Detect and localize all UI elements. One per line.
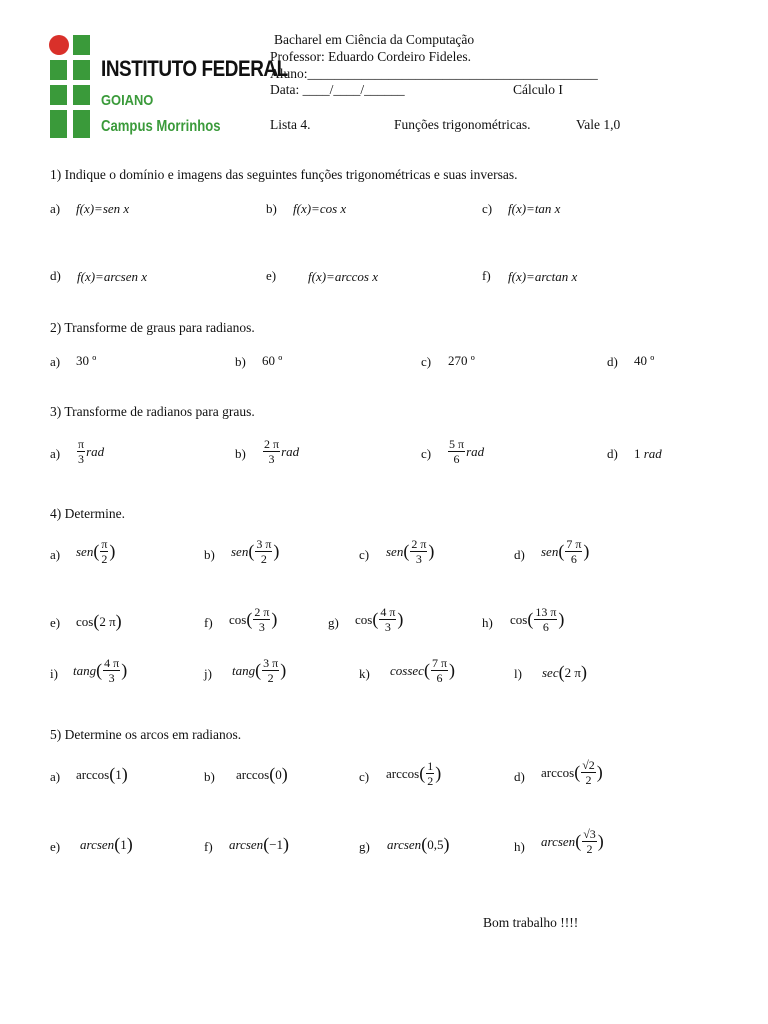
q4-expr-b: sen ( $\frac{3 \pi}{2}$ ) [231,537,280,566]
q5-expr-e: arcsen ( 1 ) [80,834,133,854]
q4-expr-d: sen ( $\frac{7 \pi}{6}$ ) [541,537,590,566]
q4-expr-j: tang ( $\frac{3 \pi}{2}$ ) [232,656,287,685]
date-field: Data: ____/____/______ [270,82,405,97]
unit: rad [466,443,485,459]
function-name: cos [76,613,94,629]
fraction [255,538,272,565]
q4-label-g: g) [328,615,339,630]
q1-expr-b: f(x)=cos x [293,201,347,216]
discipline-name: Cálculo I [513,82,563,97]
q4-expr-g: cos ( $\frac{4 \pi}{3}$ ) [355,605,404,634]
denominator: 6 [453,452,460,466]
q4-expr-h: cos ( $\frac{13 \pi}{6}$ ) [510,605,565,634]
q2-label-d: d) [607,354,618,369]
numerator: 2 π [411,537,427,551]
question-3-title: 3) Transforme de radianos para graus. [50,404,255,419]
argument: −1 [269,836,284,852]
function-name: arccos [386,765,420,781]
q4-label-b: b) [204,547,215,562]
q1-label-f: f) [482,268,491,283]
argument: 2 π [99,613,116,629]
q4-expr-l: sec ( 2 π ) [542,662,587,682]
q4-label-a: a) [50,547,61,562]
q4-label-h: h) [482,615,493,630]
q5-label-c: c) [359,769,370,784]
denominator: 3 [384,620,391,634]
q1-expr-e: f(x)=arccos x [308,269,379,284]
denominator: 2 [586,842,593,856]
logo-title: INSTITUTO FEDERAL [101,56,288,81]
q1-label-d: d) [50,268,61,283]
list-topic: Funções trigonométricas. [394,117,531,132]
q4-label-e: e) [50,615,61,630]
argument: 0 [275,766,282,782]
denominator: 2 [101,552,108,566]
student-name-field: Aluno:___________________________________________ [270,66,598,81]
q3-label-b: b) [235,446,246,461]
numerator: 3 π [256,537,272,551]
question-4-title: 4) Determine. [50,506,125,521]
q2-expr-a: 30 º [76,353,97,368]
fraction [565,538,582,565]
q5-label-e: e) [50,839,61,854]
fraction [253,606,270,633]
numerator: 13 π [535,605,557,619]
numerator: 2 π [264,437,280,451]
function-name: arcsen [387,836,422,852]
function-name: arcsen [80,836,115,852]
question-1-title: 1) Indique o domínio e imagens das seguintes funções trigonométricas e suas inversas. [50,167,518,182]
fraction [581,759,596,786]
unit: rad [643,446,662,461]
numerator: 7 π [431,656,447,670]
q4-label-k: k) [359,666,370,681]
q2-expr-c: 270 º [448,353,475,368]
q1-expr-c: f(x)=tan x [508,201,561,216]
function-name: tang [73,662,97,678]
function-name: sen [231,543,249,559]
q4-expr-i: tang ( $\frac{4 \pi}{3}$ ) [73,656,128,685]
denominator: 3 [268,452,275,466]
unit: rad [86,443,105,459]
q5-expr-g: arcsen ( 0,5 ) [387,834,450,854]
numerator: 2 π [254,605,270,619]
q3-label-c: c) [421,446,432,461]
professor-name: Professor: Eduardo Cordeiro Fideles. [270,49,471,64]
q3-label-d: d) [607,446,618,461]
q1-expr-f: f(x)=arctan x [508,269,578,284]
question-2-title: 2) Transforme de graus para radianos. [50,320,255,335]
fraction [410,538,427,565]
q2-label-a: a) [50,354,61,369]
q1-label-b: b) [266,201,277,216]
logo-campus: Campus Morrinhos [101,118,221,135]
numerator: 7 π [566,537,582,551]
function-name: cos [510,611,528,627]
denominator: 6 [542,620,549,634]
numerator: 4 π [380,605,396,619]
q3-label-a: a) [50,446,61,461]
q5-expr-c: arccos ( $\frac{1}{2}$ ) [386,759,442,788]
list-number: Lista 4. [270,117,311,132]
q4-expr-a: sen ( $\frac{\pi}{2}$ ) [76,537,116,566]
closing-message: Bom trabalho !!!! [483,915,579,930]
function-name: cossec [390,662,424,678]
fraction [77,438,85,465]
fraction [431,657,448,684]
institute-logo [48,30,288,145]
numerator: 3 π [263,656,279,670]
function-name: sen [76,543,94,559]
q4-expr-k: cossec ( $\frac{7 \pi}{6}$ ) [390,656,455,685]
denominator: 3 [108,671,115,685]
function-name: sen [386,543,404,559]
question-5-title: 5) Determine os arcos em radianos. [50,727,242,742]
fraction [426,760,434,787]
logo-subtitle: GOIANO [101,92,154,109]
denominator: 2 [260,552,267,566]
function-name: cos [229,611,247,627]
fraction [534,606,557,633]
q3-expr-a [76,438,104,465]
function-name: arccos [76,766,110,782]
denominator: 3 [258,620,265,634]
q5-label-a: a) [50,769,61,784]
q4-expr-f: cos ( $\frac{2 \pi}{3}$ ) [229,605,278,634]
q3-expr-c [447,438,484,465]
q5-label-g: g) [359,839,370,854]
numerator: π [101,537,108,551]
numerator: 5 π [449,437,465,451]
function-name: arcsen [541,833,576,849]
q2-expr-d: 40 º [634,353,655,368]
q5-expr-a: arccos ( 1 ) [76,764,128,784]
course-name: Bacharel em Ciência da Computação [274,32,475,47]
fraction [103,657,120,684]
q4-label-c: c) [359,547,370,562]
function-name: arcsen [229,836,264,852]
q4-label-j: j) [204,666,212,681]
q3-expr-b [262,438,299,465]
q4-label-d: d) [514,547,525,562]
q5-expr-d: arccos ( $\frac{√2}{2}$ ) [541,758,603,787]
fraction [379,606,396,633]
numerator: √3 [583,827,596,841]
function-name: tang [232,662,256,678]
denominator: 6 [436,671,443,685]
argument: 1 [115,766,122,782]
fraction [100,538,108,565]
fraction [582,828,597,855]
function-name: cos [355,611,373,627]
number: 1 [634,446,641,461]
q1-label-a: a) [50,201,61,216]
fraction [448,438,465,465]
denominator: 3 [78,452,85,466]
fraction [263,438,280,465]
q2-label-b: b) [235,354,246,369]
argument: 1 [120,836,127,852]
denominator: 2 [267,671,274,685]
numerator: 4 π [104,656,120,670]
q1-label-c: c) [482,201,493,216]
q4-expr-c: sen ( $\frac{2 \pi}{3}$ ) [386,537,435,566]
q1-label-e: e) [266,268,277,283]
q5-expr-b: arccos ( 0 ) [236,764,288,784]
q4-label-f: f) [204,615,213,630]
q4-expr-e: cos ( 2 π ) [76,611,122,631]
function-name: sec [542,664,559,680]
function-name: arccos [541,764,575,780]
q1-expr-a: f(x)=sen x [76,201,130,216]
numerator: 1 [427,759,434,773]
denominator: 3 [415,552,422,566]
q5-label-h: h) [514,839,525,854]
q2-label-c: c) [421,354,432,369]
numerator: √2 [582,758,595,772]
q3-expr-d [634,446,662,462]
denominator: 2 [427,774,434,788]
argument: 0,5 [427,836,444,852]
q4-label-l: l) [514,666,522,681]
function-name: arccos [236,766,270,782]
denominator: 6 [570,552,577,566]
denominator: 2 [585,773,592,787]
q2-expr-b: 60 º [262,353,283,368]
q4-label-i: i) [50,666,58,681]
list-value: Vale 1,0 [576,117,621,132]
q1-expr-d: f(x)=arcsen x [77,269,148,284]
unit: rad [281,443,300,459]
numerator: π [78,437,85,451]
q5-label-b: b) [204,769,215,784]
q5-expr-h: arcsen ( $\frac{√3}{2}$ ) [541,827,604,856]
fraction [262,657,279,684]
function-name: sen [541,543,559,559]
q5-label-f: f) [204,839,213,854]
q5-label-d: d) [514,769,525,784]
argument: 2 π [564,664,581,680]
q5-expr-f: arcsen ( −1 ) [229,834,290,854]
